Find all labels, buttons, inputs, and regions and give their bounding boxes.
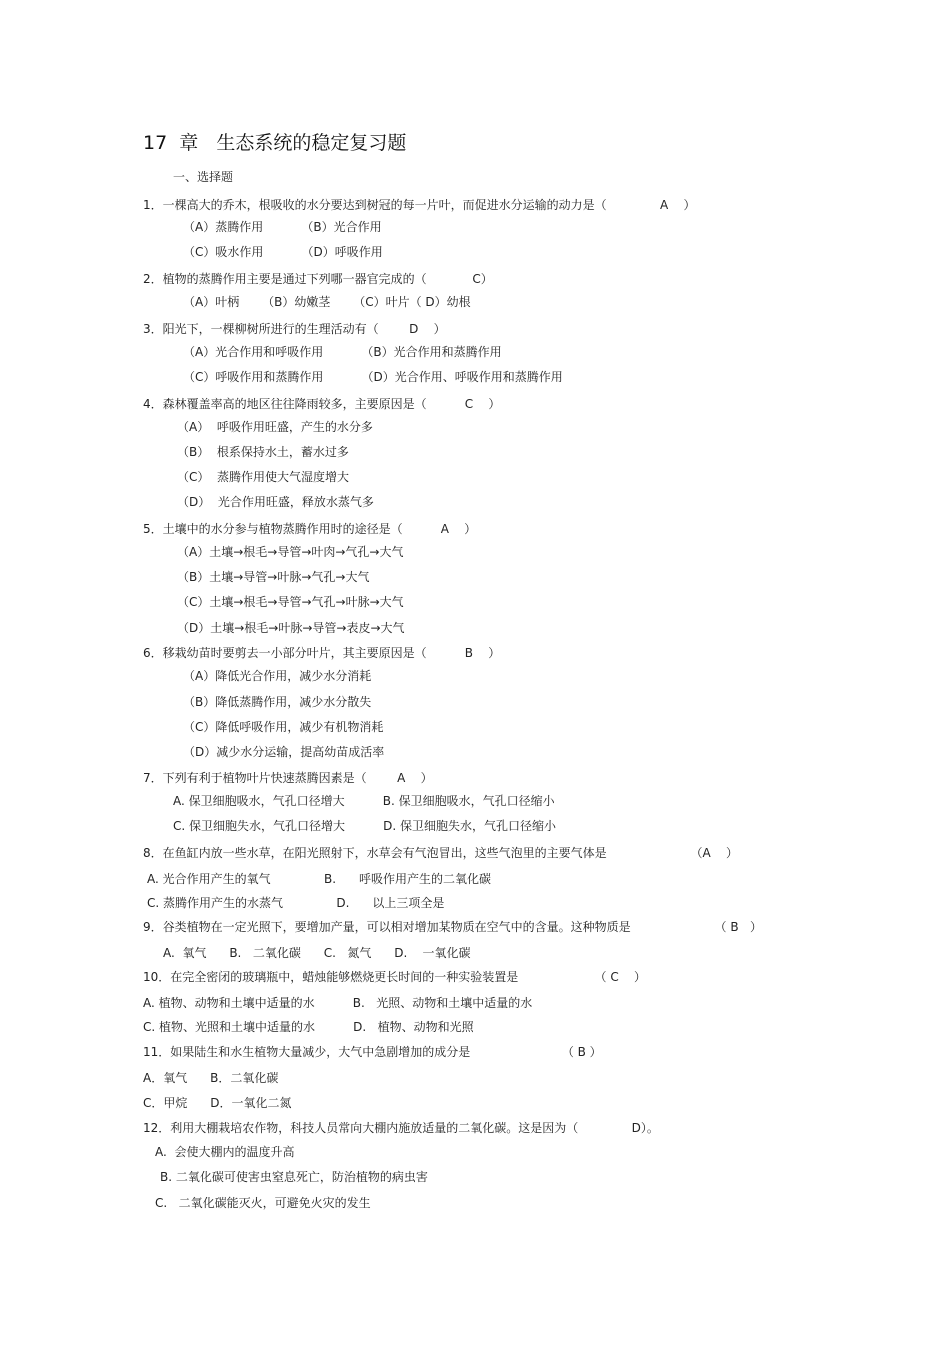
question-6: 6．移栽幼苗时要剪去一小部分叶片，其主要原因是（ B ）	[143, 646, 501, 660]
option-line: C. 二氧化碳能灭火，可避免火灾的发生	[155, 1196, 371, 1210]
option-line: （D）土壤→根毛→叶脉→导管→表皮→大气	[177, 621, 405, 635]
option-line: （A）土壤→根毛→导管→叶肉→气孔→大气	[177, 545, 404, 559]
option-line: A. 光合作用产生的氧气 B. 呼吸作用产生的二氧化碳	[147, 872, 491, 886]
option-line: （B）降低蒸腾作用，减少水分散失	[183, 695, 372, 709]
question-1: 1．一棵高大的乔木，根吸收的水分要达到树冠的每一片叶，而促进水分运输的动力是（ A ）	[143, 198, 696, 212]
question-5: 5．土壤中的水分参与植物蒸腾作用时的途径是（ A ）	[143, 522, 477, 536]
question-4: 4．森林覆盖率高的地区往往降雨较多，主要原因是（ C ）	[143, 397, 501, 411]
option-line: （D）减少水分运输，提高幼苗成活率	[183, 745, 385, 759]
page-title: 17 章 生态系统的稳定复习题	[143, 132, 407, 154]
question-2: 2．植物的蒸腾作用主要是通过下列哪一器官完成的（ C）	[143, 272, 493, 286]
option-line: （B）土壤→导管→叶脉→气孔→大气	[177, 570, 370, 584]
option-line: C. 植物、光照和土壤中适量的水 D. 植物、动物和光照	[143, 1020, 474, 1034]
question-3: 3．阳光下，一棵柳树所进行的生理活动有（ D ）	[143, 322, 446, 336]
option-line: B. 二氧化碳可使害虫窒息死亡，防治植物的病虫害	[160, 1170, 428, 1184]
option-line: A. 会使大棚内的温度升高	[155, 1145, 295, 1159]
option-line: （C） 蒸腾作用使大气湿度增大	[177, 470, 350, 484]
question-9: 9．谷类植物在一定光照下，要增加产量，可以相对增加某物质在空气中的含量。这种物质是 （ B ）	[143, 920, 763, 934]
question-12: 12．利用大棚栽培农作物，科技人员常向大棚内施放适量的二氧化碳。这是因为（ D）。	[143, 1121, 659, 1135]
option-line: （B） 根系保持水土，蓄水过多	[177, 445, 349, 459]
option-line: （C）土壤→根毛→导管→气孔→叶脉→大气	[177, 595, 404, 609]
option-line: （A）叶柄 （B）幼嫩茎 （C）叶片（ D）幼根	[183, 295, 471, 309]
section-heading: 一、选择题	[173, 170, 234, 184]
option-line: C．甲烷 D．一氧化二氮	[143, 1096, 292, 1110]
option-line: A. 保卫细胞吸水，气孔口径增大 B. 保卫细胞吸水，气孔口径缩小	[173, 794, 555, 808]
option-line: A. 氧气 B. 二氧化碳 C. 氮气 D. 一氧化碳	[163, 946, 471, 960]
option-line: （C）呼吸作用和蒸腾作用 （D）光合作用、呼吸作用和蒸腾作用	[183, 370, 563, 384]
option-line: （C）吸水作用 （D）呼吸作用	[183, 245, 383, 259]
option-line: A．氧气 B．二氧化碳	[143, 1071, 279, 1085]
option-line: （A）光合作用和呼吸作用 （B）光合作用和蒸腾作用	[183, 345, 502, 359]
option-line: C. 蒸腾作用产生的水蒸气 D. 以上三项全是	[147, 896, 445, 910]
question-11: 11．如果陆生和水生植物大量减少，大气中急剧增加的成分是 （ B ）	[143, 1045, 602, 1059]
option-line: （A）降低光合作用，减少水分消耗	[183, 669, 372, 683]
option-line: （A） 呼吸作用旺盛，产生的水分多	[177, 420, 373, 434]
option-line: （A）蒸腾作用 （B）光合作用	[183, 220, 382, 234]
option-line: A. 植物、动物和土壤中适量的水 B. 光照、动物和土壤中适量的水	[143, 996, 533, 1010]
question-10: 10．在完全密闭的玻璃瓶中，蜡烛能够燃烧更长时间的一种实验装置是 （ C ）	[143, 970, 647, 984]
option-line: C. 保卫细胞失水，气孔口径增大 D. 保卫细胞失水，气孔口径缩小	[173, 819, 557, 833]
option-line: （C）降低呼吸作用，减少有机物消耗	[183, 720, 384, 734]
question-7: 7．下列有利于植物叶片快速蒸腾因素是（ A ）	[143, 771, 433, 785]
option-line: （D） 光合作用旺盛，释放水蒸气多	[177, 495, 374, 509]
question-8: 8．在鱼缸内放一些水草，在阳光照射下，水草会有气泡冒出，这些气泡里的主要气体是 （A ）	[143, 846, 739, 860]
